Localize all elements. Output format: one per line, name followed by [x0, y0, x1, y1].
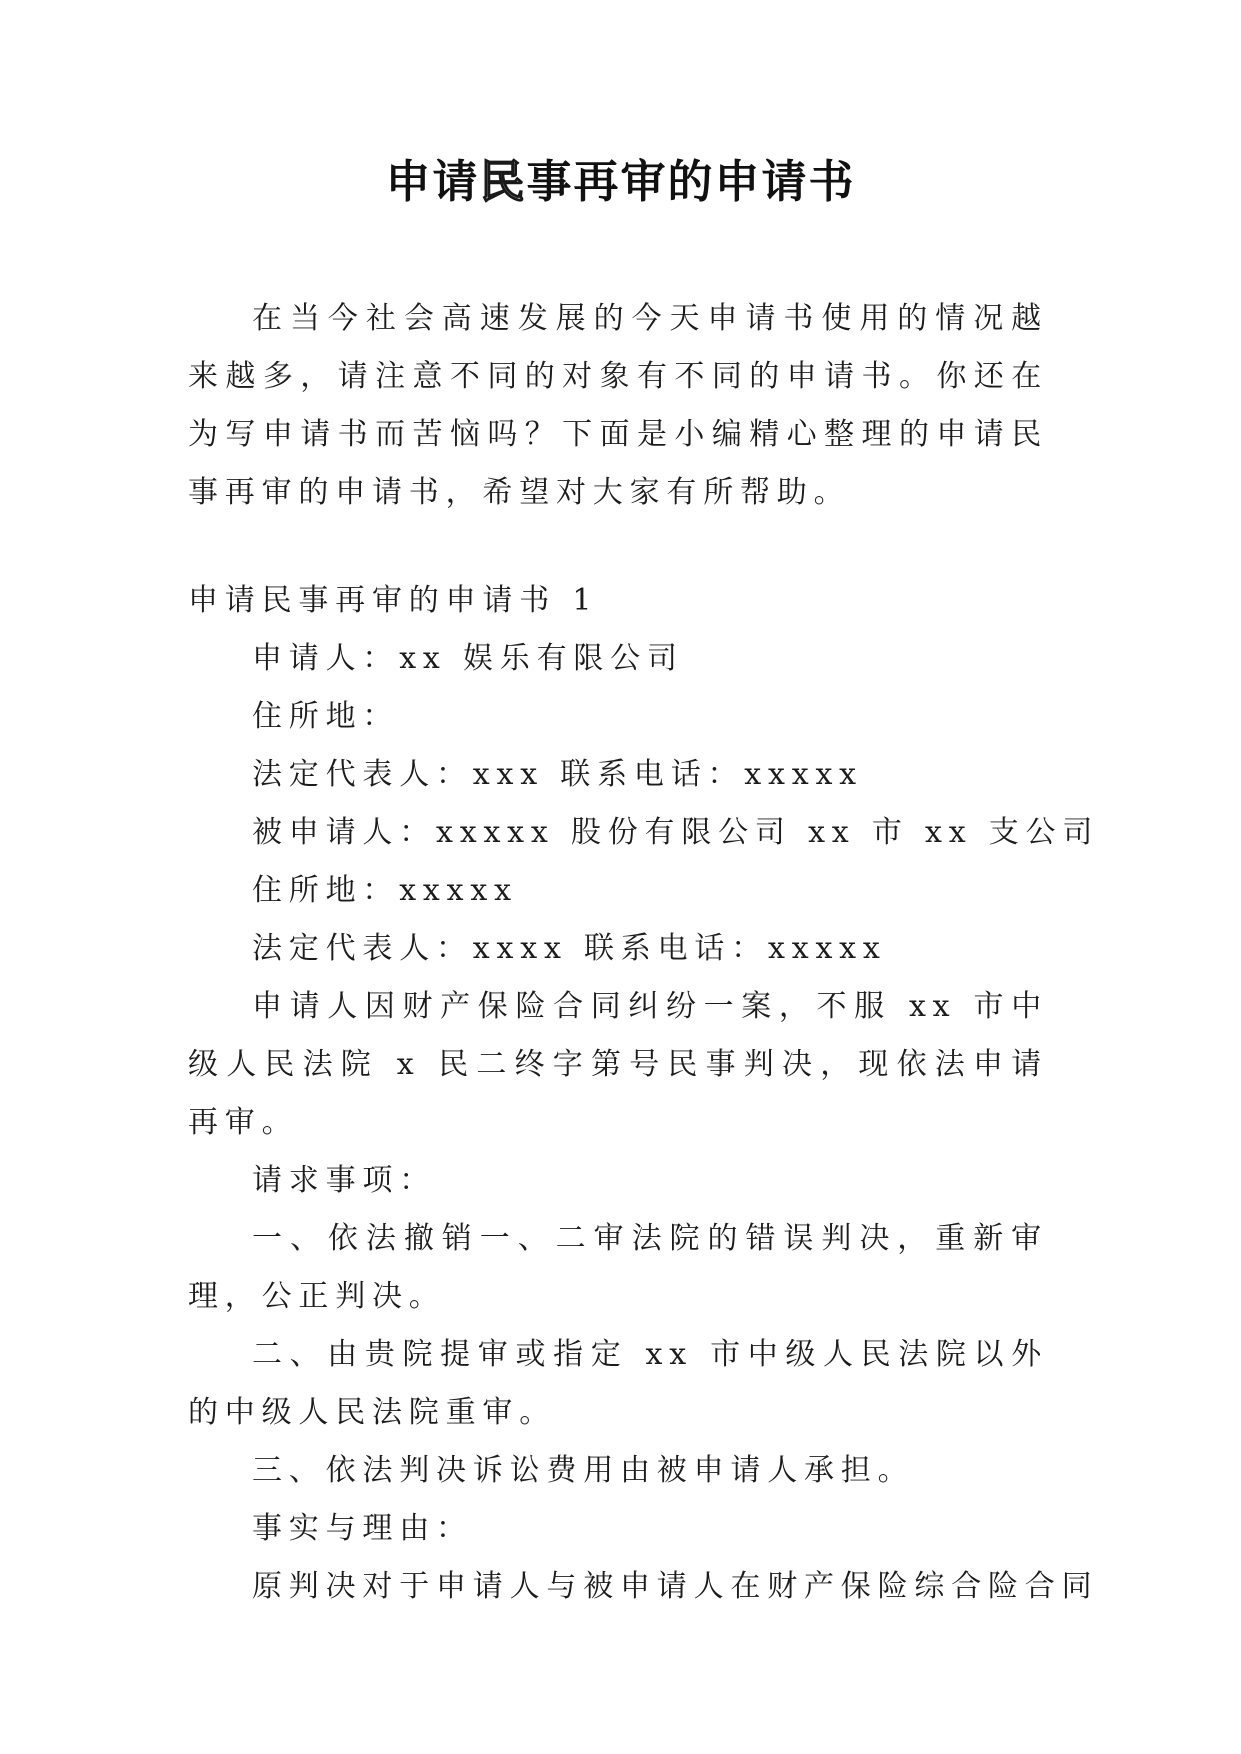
respondent-address-line: 住所地：xxxxx — [252, 873, 518, 908]
facts-heading: 事实与理由： — [252, 1511, 473, 1546]
intro-section — [188, 290, 1048, 522]
respondent-line: 被申请人：xxxxx 股份有限公司 xx 市 xx 支公司 — [252, 815, 1100, 850]
request-item-2: 二、由贵院提审或指定 xx 市中级人民法院以外的中级人民法院重审。 — [188, 1337, 1048, 1430]
title-container — [0, 152, 1241, 212]
requests-heading: 请求事项： — [252, 1163, 436, 1198]
statement-paragraph: 申请人因财产保险合同纠纷一案，不服 xx 市中级人民法院 x 民二终字第号民事判决，现依法申请再审。 — [188, 989, 1048, 1140]
title-outline-character: 民 — [479, 155, 527, 208]
title-part-1: 申请 — [385, 155, 480, 208]
title-part-2: 事再审的申请书 — [526, 155, 856, 208]
facts-paragraph-start: 原判决对于申请人与被申请人在财产保险综合险合同 — [252, 1569, 1099, 1604]
request-item-3: 三、依法判决诉讼费用由被申请人承担。 — [252, 1453, 915, 1488]
applicant-representative-line: 法定代表人：xxx 联系电话：xxxxx — [252, 757, 863, 792]
document-title — [385, 152, 855, 212]
applicant-line: 申请人：xx 娱乐有限公司 — [252, 641, 684, 676]
applicant-address-line: 住所地： — [252, 699, 400, 734]
respondent-representative-line: 法定代表人：xxxx 联系电话：xxxxx — [252, 931, 887, 966]
section-heading: 申请民事再审的申请书 1 — [188, 583, 599, 618]
intro-paragraph: 在当今社会高速发展的今天申请书使用的情况越来越多，请注意不同的对象有不同的申请书。你还在为写申请书而苦恼吗？下面是小编精心整理的申请民事再审的申请书，希望对大家有所帮助。 — [188, 301, 1048, 510]
main-content — [188, 572, 1100, 1616]
request-item-1: 一、依法撤销一、二审法院的错误判决，重新审理，公正判决。 — [188, 1221, 1048, 1314]
